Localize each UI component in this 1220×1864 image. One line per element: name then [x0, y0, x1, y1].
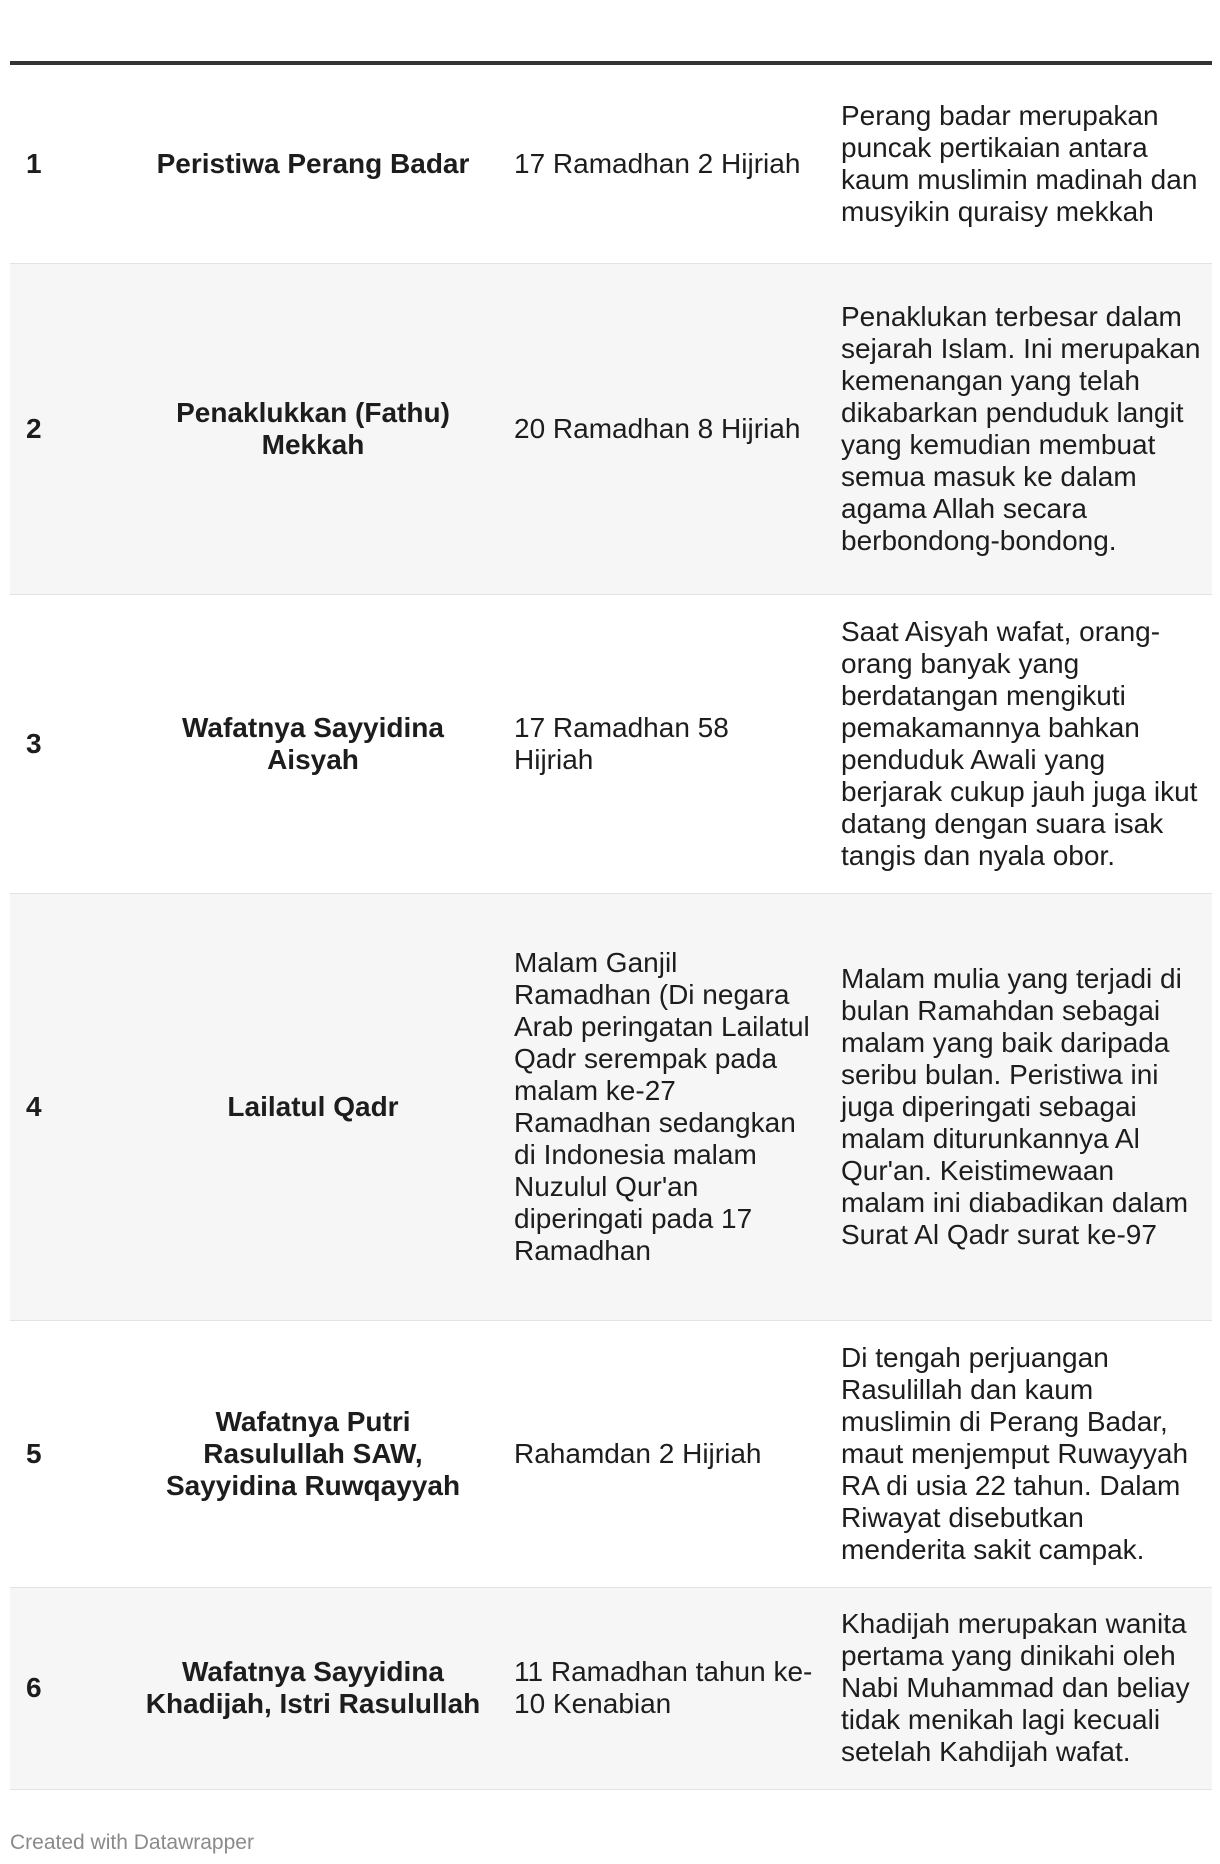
table-row	[10, 263, 1212, 594]
event-date: Malam Ganjil Ramadhan (Di negara Arab peringatan Lailatul Qadr serempak pada malam ke-27 Ramadhan sedangkan di Indonesia malam Nuzulul Qur'an diperingati pada 17 Ramadhan	[506, 893, 831, 1320]
event-name: Wafatnya Sayyidina Aisyah	[120, 594, 506, 893]
data-table-container	[10, 61, 1212, 1790]
event-date: 20 Ramadhan 8 Hijriah	[506, 263, 831, 594]
table-row	[10, 1587, 1212, 1789]
event-name: Wafatnya Sayyidina Khadijah, Istri Rasulullah	[120, 1587, 506, 1789]
event-description: Di tengah perjuangan Rasulillah dan kaum muslimin di Perang Badar, maut menjemput Ruwayyah RA di usia 22 tahun. Dalam Riwayat disebutkan menderita sakit campak.	[831, 1320, 1212, 1587]
event-date: 17 Ramadhan 2 Hijriah	[506, 65, 831, 263]
row-number: 4	[10, 893, 120, 1320]
table-row	[10, 594, 1212, 893]
row-number: 6	[10, 1587, 120, 1789]
event-name: Lailatul Qadr	[120, 893, 506, 1320]
row-number: 5	[10, 1320, 120, 1587]
event-description: Saat Aisyah wafat, orang-orang banyak yang berdatangan mengikuti pemakamannya bahkan penduduk Awali yang berjarak cukup jauh juga ikut datang dengan suara isak tangis dan nyala obor.	[831, 594, 1212, 893]
event-description: Khadijah merupakan wanita pertama yang dinikahi oleh Nabi Muhammad dan beliay tidak menikah lagi kecuali setelah Kahdijah wafat.	[831, 1587, 1212, 1789]
event-description: Malam mulia yang terjadi di bulan Ramahdan sebagai malam yang baik daripada seribu bulan. Peristiwa ini juga diperingati sebagai malam diturunkannya Al Qur'an. Keistimewaan malam ini diabadikan dalam Surat Al Qadr surat ke-97	[831, 893, 1212, 1320]
event-name: Wafatnya Putri Rasulullah SAW, Sayyidina Ruwqayyah	[120, 1320, 506, 1587]
table-row	[10, 1320, 1212, 1587]
event-description: Perang badar merupakan puncak pertikaian antara kaum muslimin madinah dan musyikin quraisy mekkah	[831, 65, 1212, 263]
row-number: 1	[10, 65, 120, 263]
events-table	[10, 65, 1212, 1790]
table-row	[10, 65, 1212, 263]
event-date: 17 Ramadhan 58 Hijriah	[506, 594, 831, 893]
event-date: Rahamdan 2 Hijriah	[506, 1320, 831, 1587]
table-row	[10, 893, 1212, 1320]
row-number: 2	[10, 263, 120, 594]
datawrapper-credit[interactable]: Created with Datawrapper	[10, 1831, 254, 1854]
event-date: 11 Ramadhan tahun ke-10 Kenabian	[506, 1587, 831, 1789]
row-number: 3	[10, 594, 120, 893]
event-name: Peristiwa Perang Badar	[120, 65, 506, 263]
event-name: Penaklukkan (Fathu) Mekkah	[120, 263, 506, 594]
event-description: Penaklukan terbesar dalam sejarah Islam. Ini merupakan kemenangan yang telah dikabarkan penduduk langit yang kemudian membuat semua masuk ke dalam agama Allah secara berbondong-bondong.	[831, 263, 1212, 594]
